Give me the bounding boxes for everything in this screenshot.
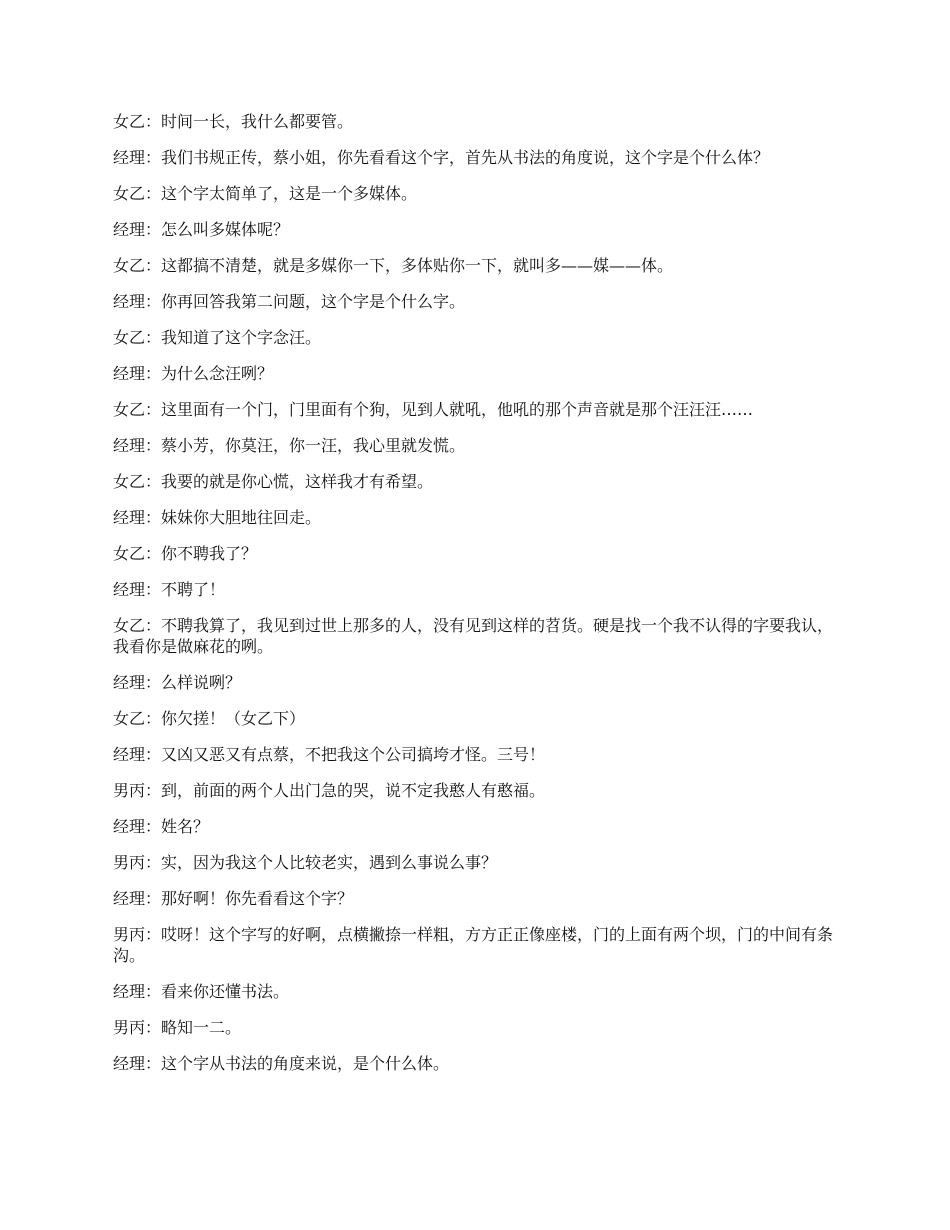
dialogue-line: 女乙：不聘我算了，我见到过世上那多的人，没有见到这样的苕货。硬是找一个我不认得的字要我认，我看你是做麻花的咧。	[113, 616, 834, 656]
dialogue-line: 女乙：我知道了这个字念汪。	[113, 328, 322, 347]
dialogue-line: 男丙：实，因为我这个人比较老实，遇到么事说么事？	[113, 853, 498, 872]
dialogue-line: 经理：怎么叫多媒体呢？	[113, 220, 290, 239]
dialogue-line: 经理：为什么念汪咧？	[113, 364, 274, 383]
dialogue-line: 经理：妹妹你大胆地往回走。	[113, 508, 322, 527]
dialogue-line: 经理：蔡小芳，你莫汪，你一汪，我心里就发慌。	[113, 436, 466, 455]
dialogue-line: 男丙：到，前面的两个人出门急的哭，说不定我憨人有憨福。	[113, 781, 546, 800]
dialogue-text	[113, 111, 841, 1089]
dialogue-line: 男丙：哎呀！这个字写的好啊，点横撇捺一样粗，方方正正像座楼，门的上面有两个坝，门的中间有条沟。	[113, 925, 834, 965]
dialogue-line: 女乙：这里面有一个门，门里面有个狗，见到人就吼，他吼的那个声音就是那个汪汪汪……	[113, 400, 754, 419]
dialogue-line: 经理：又凶又恶又有点蔡，不把我这个公司搞垮才怪。三号！	[113, 745, 546, 764]
dialogue-line: 女乙：我要的就是你心慌，这样我才有希望。	[113, 472, 434, 491]
dialogue-line: 经理：么样说咧？	[113, 673, 242, 692]
dialogue-line: 男丙：略知一二。	[113, 1018, 242, 1037]
dialogue-line: 经理：这个字从书法的角度来说，是个什么体。	[113, 1054, 450, 1073]
dialogue-line: 经理：看来你还懂书法。	[113, 982, 290, 1001]
dialogue-line: 女乙：这都搞不清楚，就是多媒你一下，多体贴你一下，就叫多——媒——体。	[113, 256, 674, 275]
dialogue-line: 经理：姓名？	[113, 817, 210, 836]
dialogue-line: 女乙：你欠搓！（女乙下）	[113, 709, 306, 728]
dialogue-line: 经理：你再回答我第二问题，这个字是个什么字。	[113, 292, 466, 311]
dialogue-line: 经理：那好啊！你先看看这个字？	[113, 889, 354, 908]
dialogue-line: 女乙：你不聘我了？	[113, 544, 258, 563]
dialogue-line: 经理：我们书规正传，蔡小姐，你先看看这个字，首先从书法的角度说，这个字是个什么体？	[113, 148, 770, 167]
dialogue-line: 女乙：时间一长，我什么都要管。	[113, 112, 354, 131]
dialogue-line: 女乙：这个字太简单了，这是一个多媒体。	[113, 184, 418, 203]
dialogue-line: 经理：不聘了！	[113, 580, 226, 599]
